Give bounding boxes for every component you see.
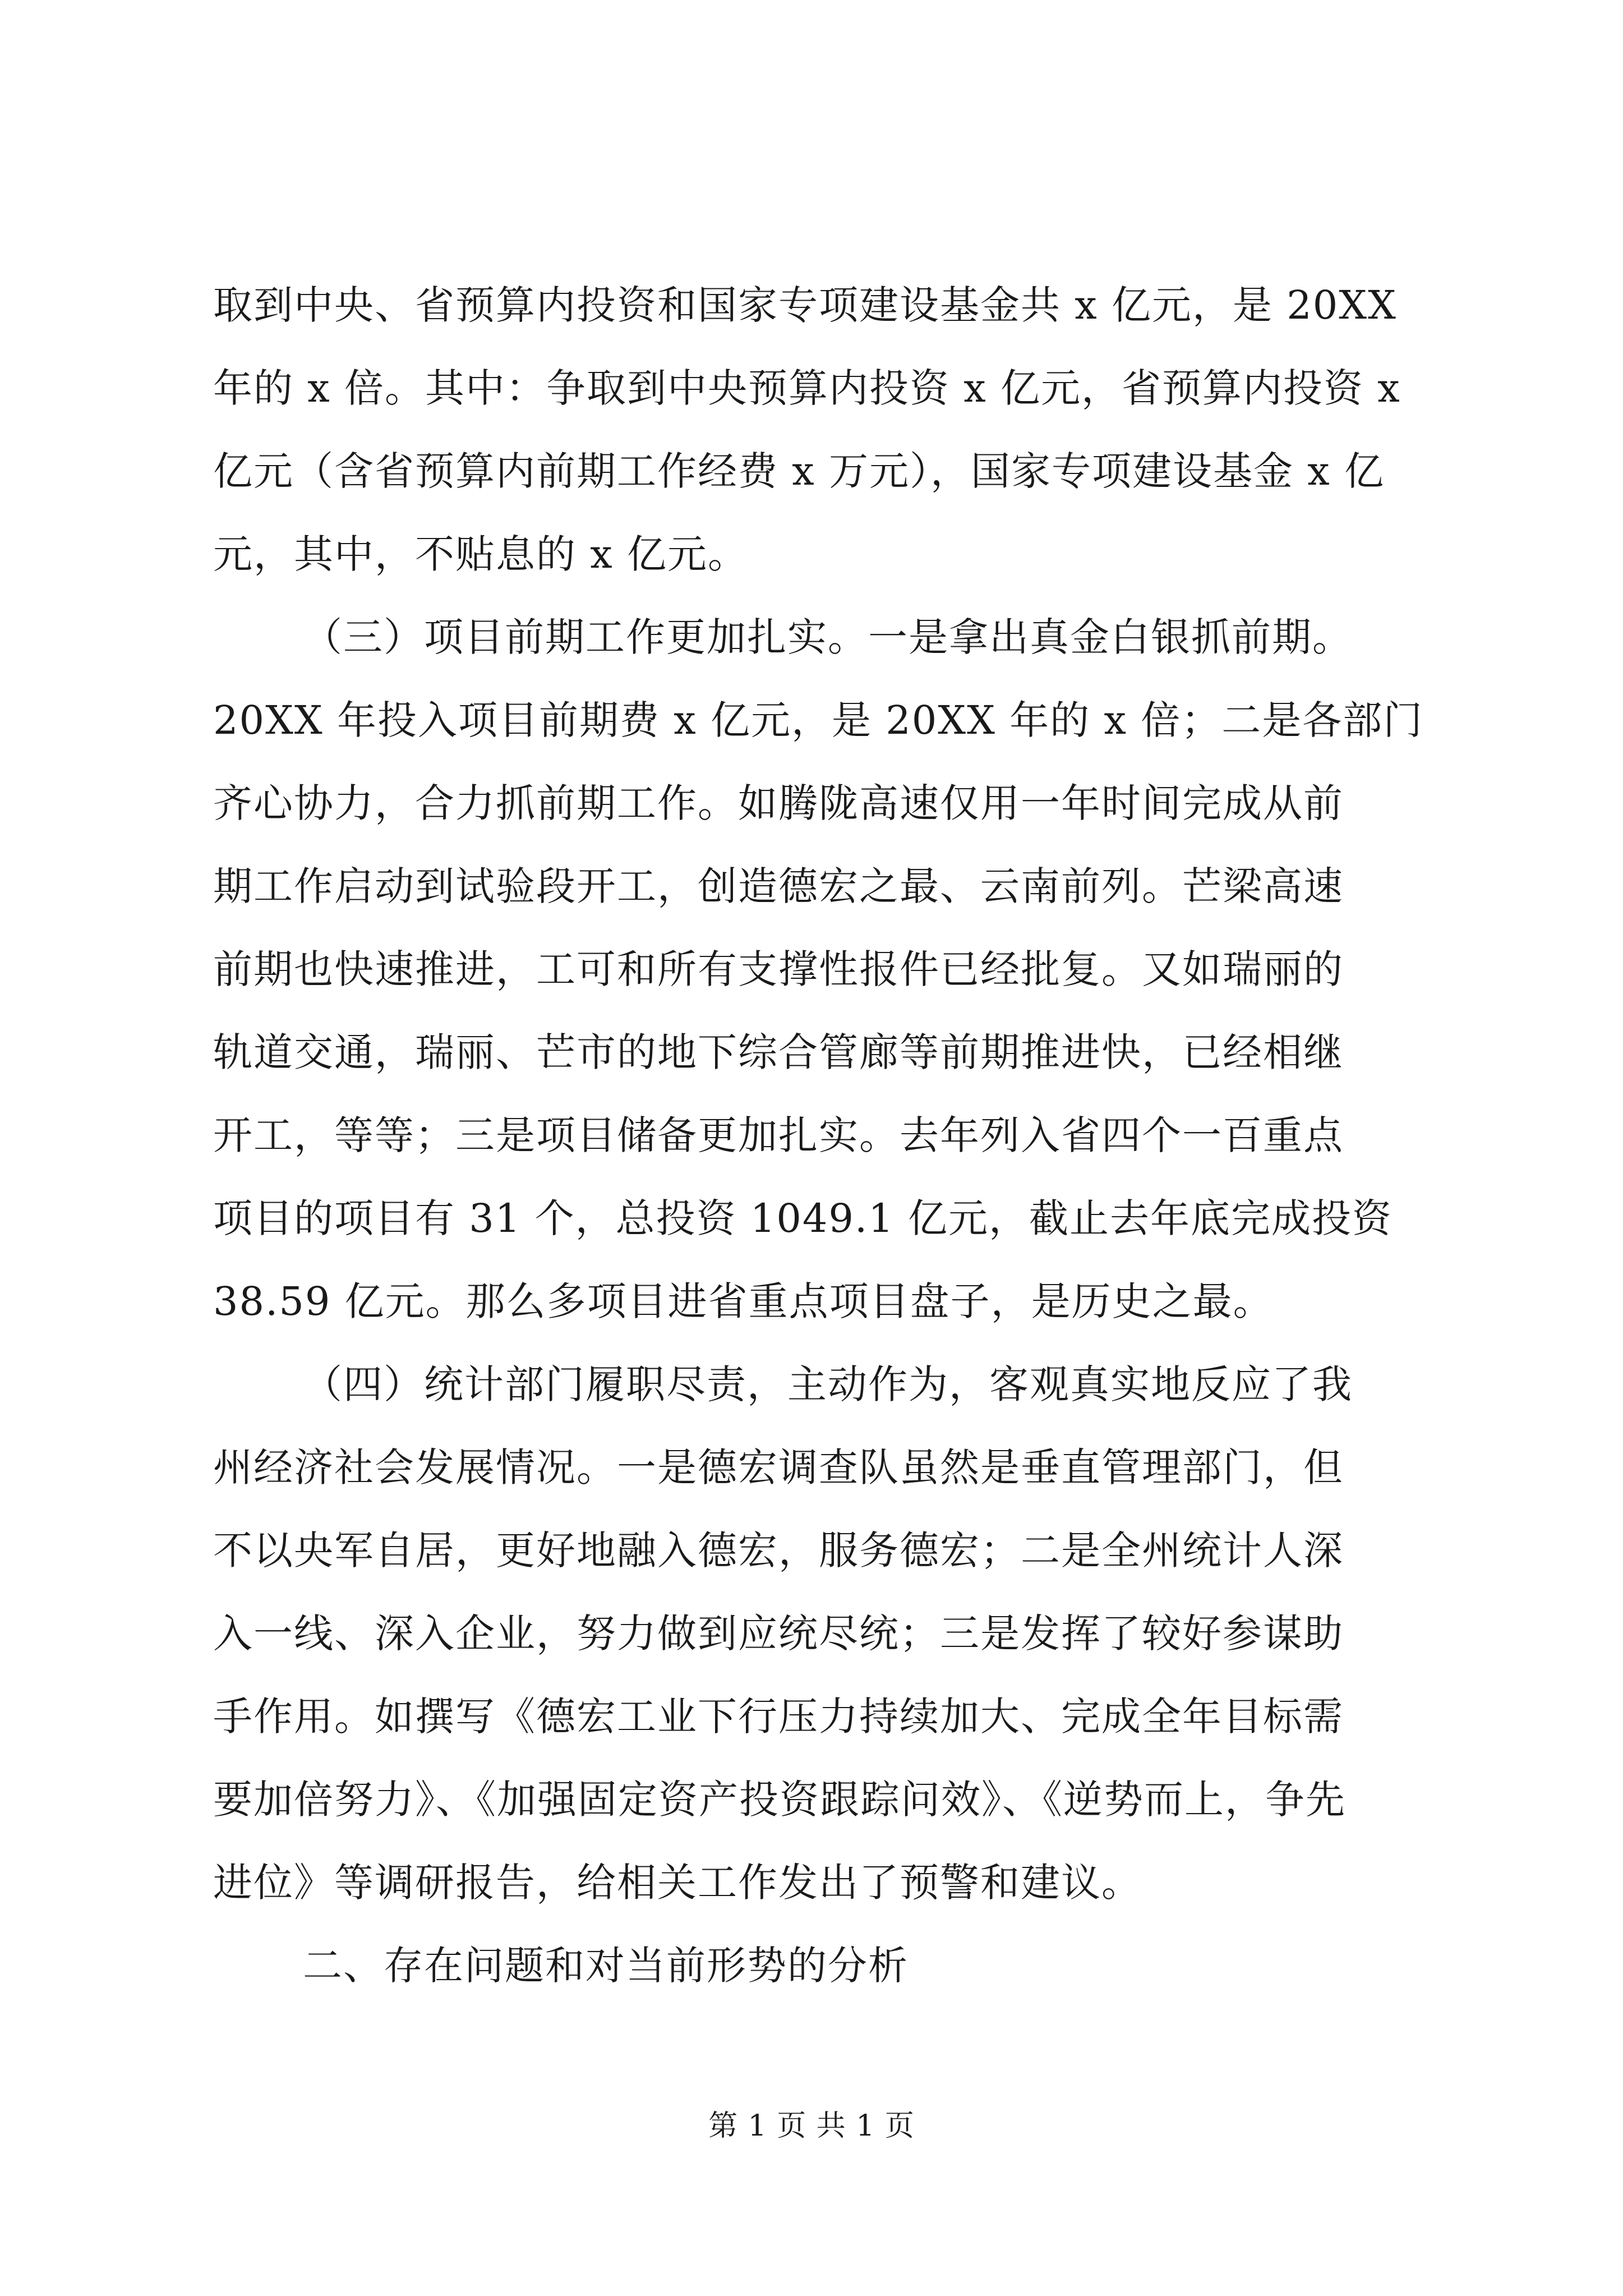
paragraph-line: 轨道交通，瑞丽、芒市的地下综合管廊等前期推进快，已经相继 bbox=[213, 1029, 1344, 1075]
paragraph-line: 亿元（含省预算内前期工作经费 x 万元），国家专项建设基金 x 亿 bbox=[213, 448, 1385, 494]
paragraph-line: 不以央军自居，更好地融入德宏，服务德宏；二是全州统计人深 bbox=[213, 1527, 1344, 1573]
paragraph-line: 期工作启动到试验段开工，创造德宏之最、云南前列。芒梁高速 bbox=[213, 863, 1344, 909]
paragraph-line: 38.59 亿元。那么多项目进省重点项目盘子，是历史之最。 bbox=[213, 1278, 1274, 1324]
paragraph-line: 开工，等等；三是项目储备更加扎实。去年列入省四个一百重点 bbox=[213, 1112, 1344, 1158]
paragraph-line: 入一线、深入企业，努力做到应统尽统；三是发挥了较好参谋助 bbox=[213, 1611, 1344, 1657]
paragraph-line: 项目的项目有 31 个，总投资 1049.1 亿元，截止去年底完成投资 bbox=[213, 1195, 1393, 1241]
paragraph-line: 元，其中，不贴息的 x 亿元。 bbox=[213, 531, 748, 577]
paragraph-line: 20XX 年投入项目前期费 x 亿元，是 20XX 年的 x 倍；二是各部门 bbox=[213, 697, 1424, 743]
paragraph-line: （四）统计部门履职尽责，主动作为，客观真实地反应了我 bbox=[303, 1361, 1353, 1407]
paragraph-line: 手作用。如撰写《德宏工业下行压力持续加大、完成全年目标需 bbox=[213, 1694, 1344, 1740]
paragraph-line: 取到中央、省预算内投资和国家专项建设基金共 x 亿元，是 20XX bbox=[213, 282, 1397, 328]
paragraph-line: 州经济社会发展情况。一是德宏调查队虽然是垂直管理部门，但 bbox=[213, 1444, 1344, 1490]
paragraph-line: （三）项目前期工作更加扎实。一是拿出真金白银抓前期。 bbox=[303, 614, 1353, 660]
paragraph-line: 进位》等调研报告，给相关工作发出了预警和建议。 bbox=[213, 1860, 1142, 1906]
paragraph-line: 前期也快速推进，工可和所有支撑性报件已经批复。又如瑞丽的 bbox=[213, 946, 1344, 992]
paragraph-project-preparation bbox=[213, 596, 1424, 1343]
paragraph-line: 年的 x 倍。其中：争取到中央预算内投资 x 亿元，省预算内投资 x bbox=[213, 365, 1401, 411]
document-body bbox=[213, 264, 1424, 2007]
paragraph-line: 要加倍努力》、《加强固定资产投资跟踪问效》、《逆势而上，争先 bbox=[213, 1777, 1346, 1823]
paragraph-statistics-department bbox=[213, 1343, 1424, 1924]
page-footer: 第 1 页 共 1 页 bbox=[708, 2109, 915, 2143]
paragraph-funding bbox=[213, 264, 1424, 596]
section-heading: 二、存在问题和对当前形势的分析 bbox=[303, 1943, 909, 1989]
paragraph-line: 齐心协力，合力抓前期工作。如腾陇高速仅用一年时间完成从前 bbox=[213, 780, 1344, 826]
